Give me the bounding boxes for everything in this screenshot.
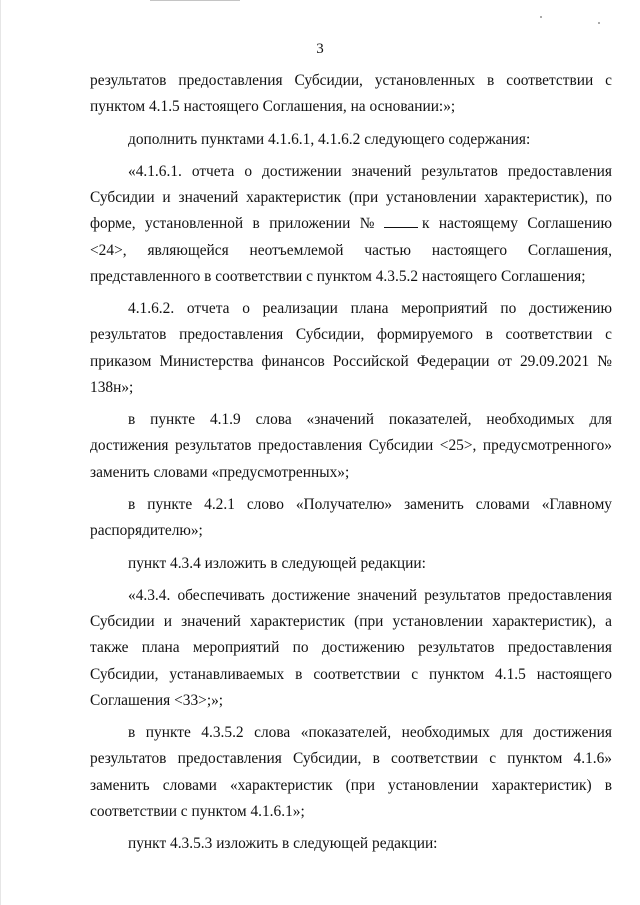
paragraph-3-part-1: «4.1.6.1. отчета о достижении значений результатов предоставления Субсидии и значений характеристик (при установлении характеристик), по форме, установленной в приложении № (90, 162, 612, 233)
paragraph-1: результатов предоставления Субсидии, установленных в соответствии с пунктом 4.1.5 настоящего Соглашения, на основании:»; (90, 72, 612, 116)
document-body (90, 68, 612, 857)
scan-artifact-right-dot (598, 22, 600, 24)
scan-artifact-top-right (540, 16, 542, 18)
paragraph-3 (90, 159, 612, 290)
paragraph-7: пункт 4.3.4 изложить в следующей редакции: (128, 554, 426, 572)
paragraph-2: дополнить пунктами 4.1.6.1, 4.1.6.2 следующего содержания: (128, 130, 531, 148)
blank-field (384, 213, 418, 228)
paragraph-9: в пункте 4.3.5.2 слова «показателей, необходимых для достижения результатов предоставления Субсидии, в соответствии с пунктом 4.1.6» заменить словами «характеристик (при установлении характеристик) в соответствии с пунктом 4.1.6.1»; (90, 724, 612, 820)
page-number: 3 (316, 41, 324, 57)
paragraph-5: в пункте 4.1.9 слова «значений показателей, необходимых для достижения результатов предоставления Субсидии <25>, предусмотренного» заменить словами «предусмотренных»; (90, 411, 612, 481)
scan-artifact-edge (0, 0, 1, 905)
scan-artifact-top-left (150, 0, 240, 1)
paragraph-10: пункт 4.3.5.3 изложить в следующей редакции: (128, 835, 438, 853)
paragraph-3-part-2: к настоящему Соглашению <24>, являющейся неотъемлемой частью настоящего Соглашения, представленного в соответствии с пунктом 4.3.5.2 настоящего Соглашения; (90, 215, 612, 285)
paragraph-6: в пункте 4.2.1 слово «Получателю» заменить словами «Главному распорядителю»; (90, 495, 612, 540)
paragraph-4: 4.1.6.2. отчета о реализации плана мероприятий по достижению результатов предоставления Субсидии, формируемого в соответствии с приказом Министерства финансов Российской Федерации от 29.09.2021 № 138н»; (90, 300, 612, 396)
paragraph-8: «4.3.4. обеспечивать достижение значений результатов предоставления Субсидии и значений характеристик (при установлении характеристик), а также плана мероприятий по достижению результатов предоставления Субсидии, устанавливаемых в соответствии с пунктом 4.1.5 настоящего Соглашения <33>;»; (90, 586, 612, 709)
